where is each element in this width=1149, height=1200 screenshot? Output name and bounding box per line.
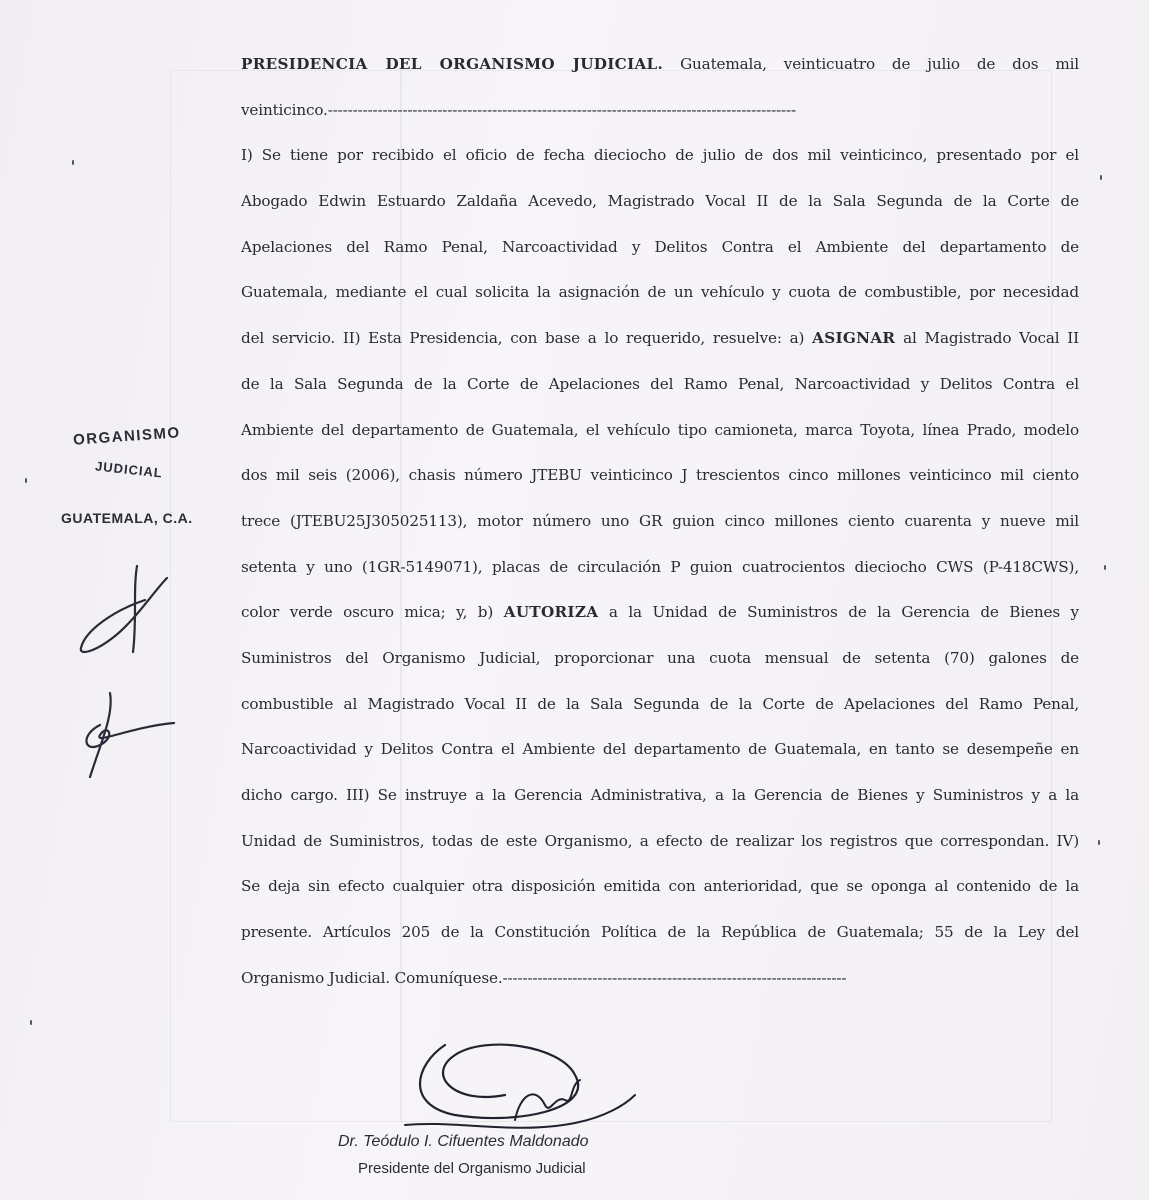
signatory-title: Presidente del Organismo Judicial (358, 1160, 586, 1177)
margin-initials-2 (70, 685, 180, 785)
document-line (241, 727, 1079, 773)
line-text: Narcoactividad y Delitos Contra el Ambiente del departamento de Guatemala, en tanto se desempeñe en (241, 740, 1079, 759)
official-seal (55, 420, 225, 540)
speck (72, 160, 74, 165)
document-line (241, 225, 1079, 271)
speck (1100, 175, 1102, 180)
line-text: Guatemala, mediante el cual solicita la asignación de un vehículo y cuota de combustible, por necesidad (241, 283, 1079, 302)
document-line (241, 956, 1079, 1002)
emphasis-text: ASIGNAR (812, 329, 896, 348)
document-line (241, 590, 1079, 636)
line-text: Suministros del Organismo Judicial, proporcionar una cuota mensual de setenta (70) galones de (241, 648, 1079, 667)
line-text: Organismo Judicial. Comuníquese.--------------------------------------------------------------------- (241, 968, 847, 987)
signatory-name: Dr. Teódulo I. Cifuentes Maldonado (338, 1133, 589, 1150)
emphasis-text: PRESIDENCIA DEL ORGANISMO JUDICIAL. (241, 55, 664, 73)
document-line (241, 362, 1079, 408)
document-line (241, 133, 1079, 179)
line-text: Ambiente del departamento de Guatemala, el vehículo tipo camioneta, marca Toyota, línea Prado, modelo (241, 420, 1079, 439)
line-text: Se deja sin efecto cualquier otra disposición emitida con anterioridad, que se oponga al contenido de la (241, 877, 1079, 896)
document-line (241, 88, 1079, 134)
document-line (241, 819, 1079, 865)
line-text: dicho cargo. III) Se instruye a la Gerencia Administrativa, a la Gerencia de Bienes y Suministros y a la (241, 786, 1079, 804)
emphasis-text: AUTORIZA (503, 603, 599, 622)
line-text: dos mil seis (2006), chasis número JTEBU veinticinco J trescientos cinco millones veinticinco mil ciento (241, 466, 1079, 485)
document-line (241, 864, 1079, 910)
line-text: presente. Artículos 205 de la Constitución Política de la República de Guatemala; 55 de la Ley del (241, 923, 1079, 942)
line-text: Abogado Edwin Estuardo Zaldaña Acevedo, Magistrado Vocal II de la Sala Segunda de la Corte de (241, 192, 1079, 211)
line-text: Guatemala, veinticuatro de julio de dos mil (663, 55, 1079, 73)
speck (1104, 565, 1106, 570)
seal-line-1: ORGANISMO (72, 424, 182, 449)
line-text: Apelaciones del Ramo Penal, Narcoactividad y Delitos Contra el Ambiente del departamento de (241, 237, 1079, 256)
document-line (241, 42, 1079, 88)
line-text: combustible al Magistrado Vocal II de la Sala Segunda de la Corte de Apelaciones del Ramo Penal, (241, 694, 1079, 713)
document-line (241, 270, 1079, 316)
speck (1098, 840, 1100, 845)
document-line (241, 316, 1079, 362)
document-line (241, 910, 1079, 956)
line-text: veinticinco.---------------------------------------------------------------------------------------------- (241, 100, 797, 119)
line-text: a la Unidad de Suministros de la Gerencia de Bienes y (598, 603, 1079, 622)
speck (25, 478, 27, 483)
document-line (241, 499, 1079, 545)
document-line (241, 636, 1079, 682)
line-text: al Magistrado Vocal II (895, 329, 1079, 348)
speck (30, 1020, 32, 1025)
line-text: de la Sala Segunda de la Corte de Apelaciones del Ramo Penal, Narcoactividad y Delitos Contra el (241, 374, 1079, 393)
seal-line-2: JUDICIAL (94, 458, 164, 481)
line-text: Unidad de Suministros, todas de este Organismo, a efecto de realizar los registros que correspondan. IV) (241, 831, 1079, 850)
document-line (241, 682, 1079, 728)
document-line (241, 179, 1079, 225)
document-line (241, 453, 1079, 499)
president-signature (395, 1025, 655, 1145)
line-text: del servicio. II) Esta Presidencia, con base a lo requerido, resuelve: a) (241, 329, 813, 348)
line-text: I) Se tiene por recibido el oficio de fecha dieciocho de julio de dos mil veinticinco, presentado por el (241, 146, 1079, 165)
seal-line-3: GUATEMALA, C.A. (61, 510, 193, 526)
document-line (241, 545, 1079, 591)
resolution-body (241, 42, 1079, 1001)
document-line (241, 408, 1079, 454)
line-text: color verde oscuro mica; y, b) (241, 603, 504, 622)
line-text: setenta y uno (1GR-5149071), placas de circulación P guion cuatrocientos dieciocho CWS (P-418CWS), (241, 557, 1079, 576)
document-line (241, 773, 1079, 819)
margin-initials-1 (75, 560, 175, 660)
line-text: trece (JTEBU25J305025113), motor número uno GR guion cinco millones ciento cuarenta y nueve mil (241, 511, 1079, 530)
